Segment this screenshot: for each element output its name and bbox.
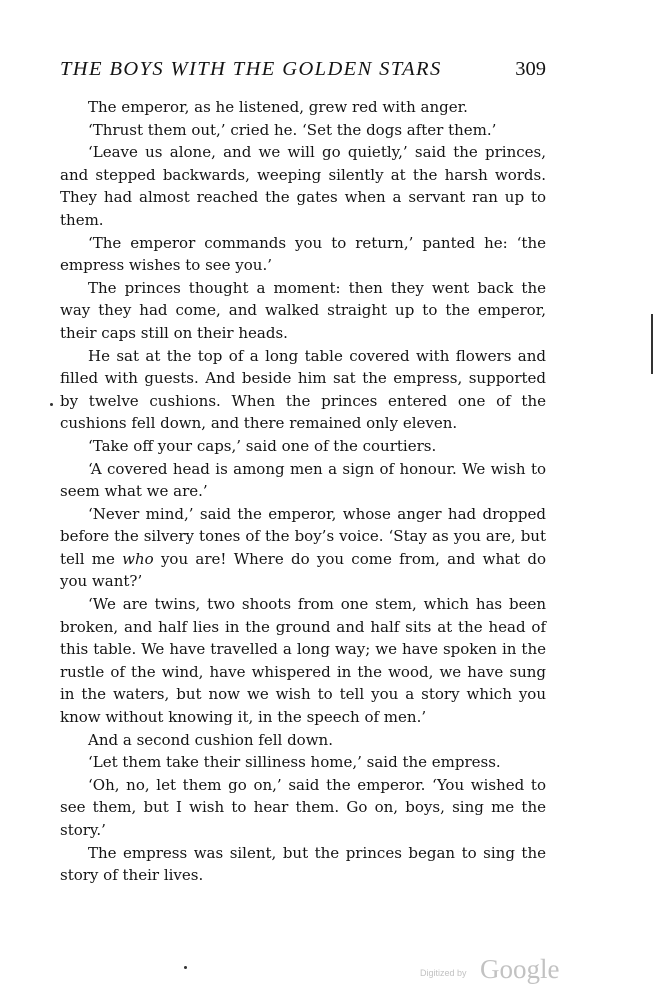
margin-scan-mark (651, 314, 653, 374)
scan-speck (50, 403, 53, 406)
paragraph: The princes thought a moment: then they went back the way they had come, and walked straight up to the emperor, their caps still on their heads. (60, 278, 546, 342)
paragraph: The empress was silent, but the princes began to sing the story of their lives. (60, 843, 546, 885)
scan-speck (184, 966, 187, 969)
watermark-logo-text: Google (480, 954, 560, 984)
paragraph: ‘Take off your caps,’ said one of the courtiers. (88, 436, 437, 455)
body-text (60, 96, 546, 887)
paragraph: And a second cushion fell down. (88, 730, 333, 749)
running-head (60, 58, 546, 84)
paragraph: ‘The emperor commands you to return,’ panted he: ‘the empress wishes to see you.’ (60, 233, 546, 275)
page-number: 309 (515, 58, 546, 80)
paragraph: ‘Thrust them out,’ cried he. ‘Set the dogs after them.’ (88, 120, 497, 139)
digitization-watermark (420, 955, 560, 985)
watermark-prefix: Digitized by (420, 968, 467, 978)
paragraph: ‘Let them take their silliness home,’ said the empress. (88, 753, 501, 772)
running-title: THE BOYS WITH THE GOLDEN STARS (60, 58, 442, 80)
paragraph: He sat at the top of a long table covered with flowers and filled with guests. And beside him sat the empress, supported by twelve cushions. When the princes entered one of the cushions fell down, and there remained only eleven. (60, 346, 546, 433)
paragraph-text: you are! Where do you come from, and what do you want?’ (60, 549, 546, 591)
paragraph: ‘A covered head is among men a sign of honour. We wish to seem what we are.’ (60, 459, 546, 501)
paragraph: ‘We are twins, two shoots from one stem, which has been broken, and half lies in the ground and half sits at the head of this table. We have travelled a long way; we have spoken in the rustle of the wind, have whispered in the wood, we have sung in the waters, but now we wish to tell you a story which you know without knowing it, in the speech of men.’ (60, 595, 546, 727)
paragraph: ‘Leave us alone, and we will go quietly,’ said the princes, and stepped backwards, weeping silently at the harsh words. They had almost reached the gates when a servant ran up to them. (60, 143, 546, 229)
paragraph: The emperor, as he listened, grew red with anger. (88, 98, 468, 116)
paragraph: ‘Oh, no, let them go on,’ said the emperor. ‘You wished to see them, but I wish to hear them. Go on, boys, sing me the story.’ (60, 775, 546, 839)
paragraph (60, 503, 546, 593)
emphasized-word: who (122, 549, 154, 568)
paragraph-text: ‘Never mind,’ said the emperor, whose anger had dropped before the silvery tones of the boy’s voice. ‘Stay as you are, but tell me (60, 504, 546, 568)
